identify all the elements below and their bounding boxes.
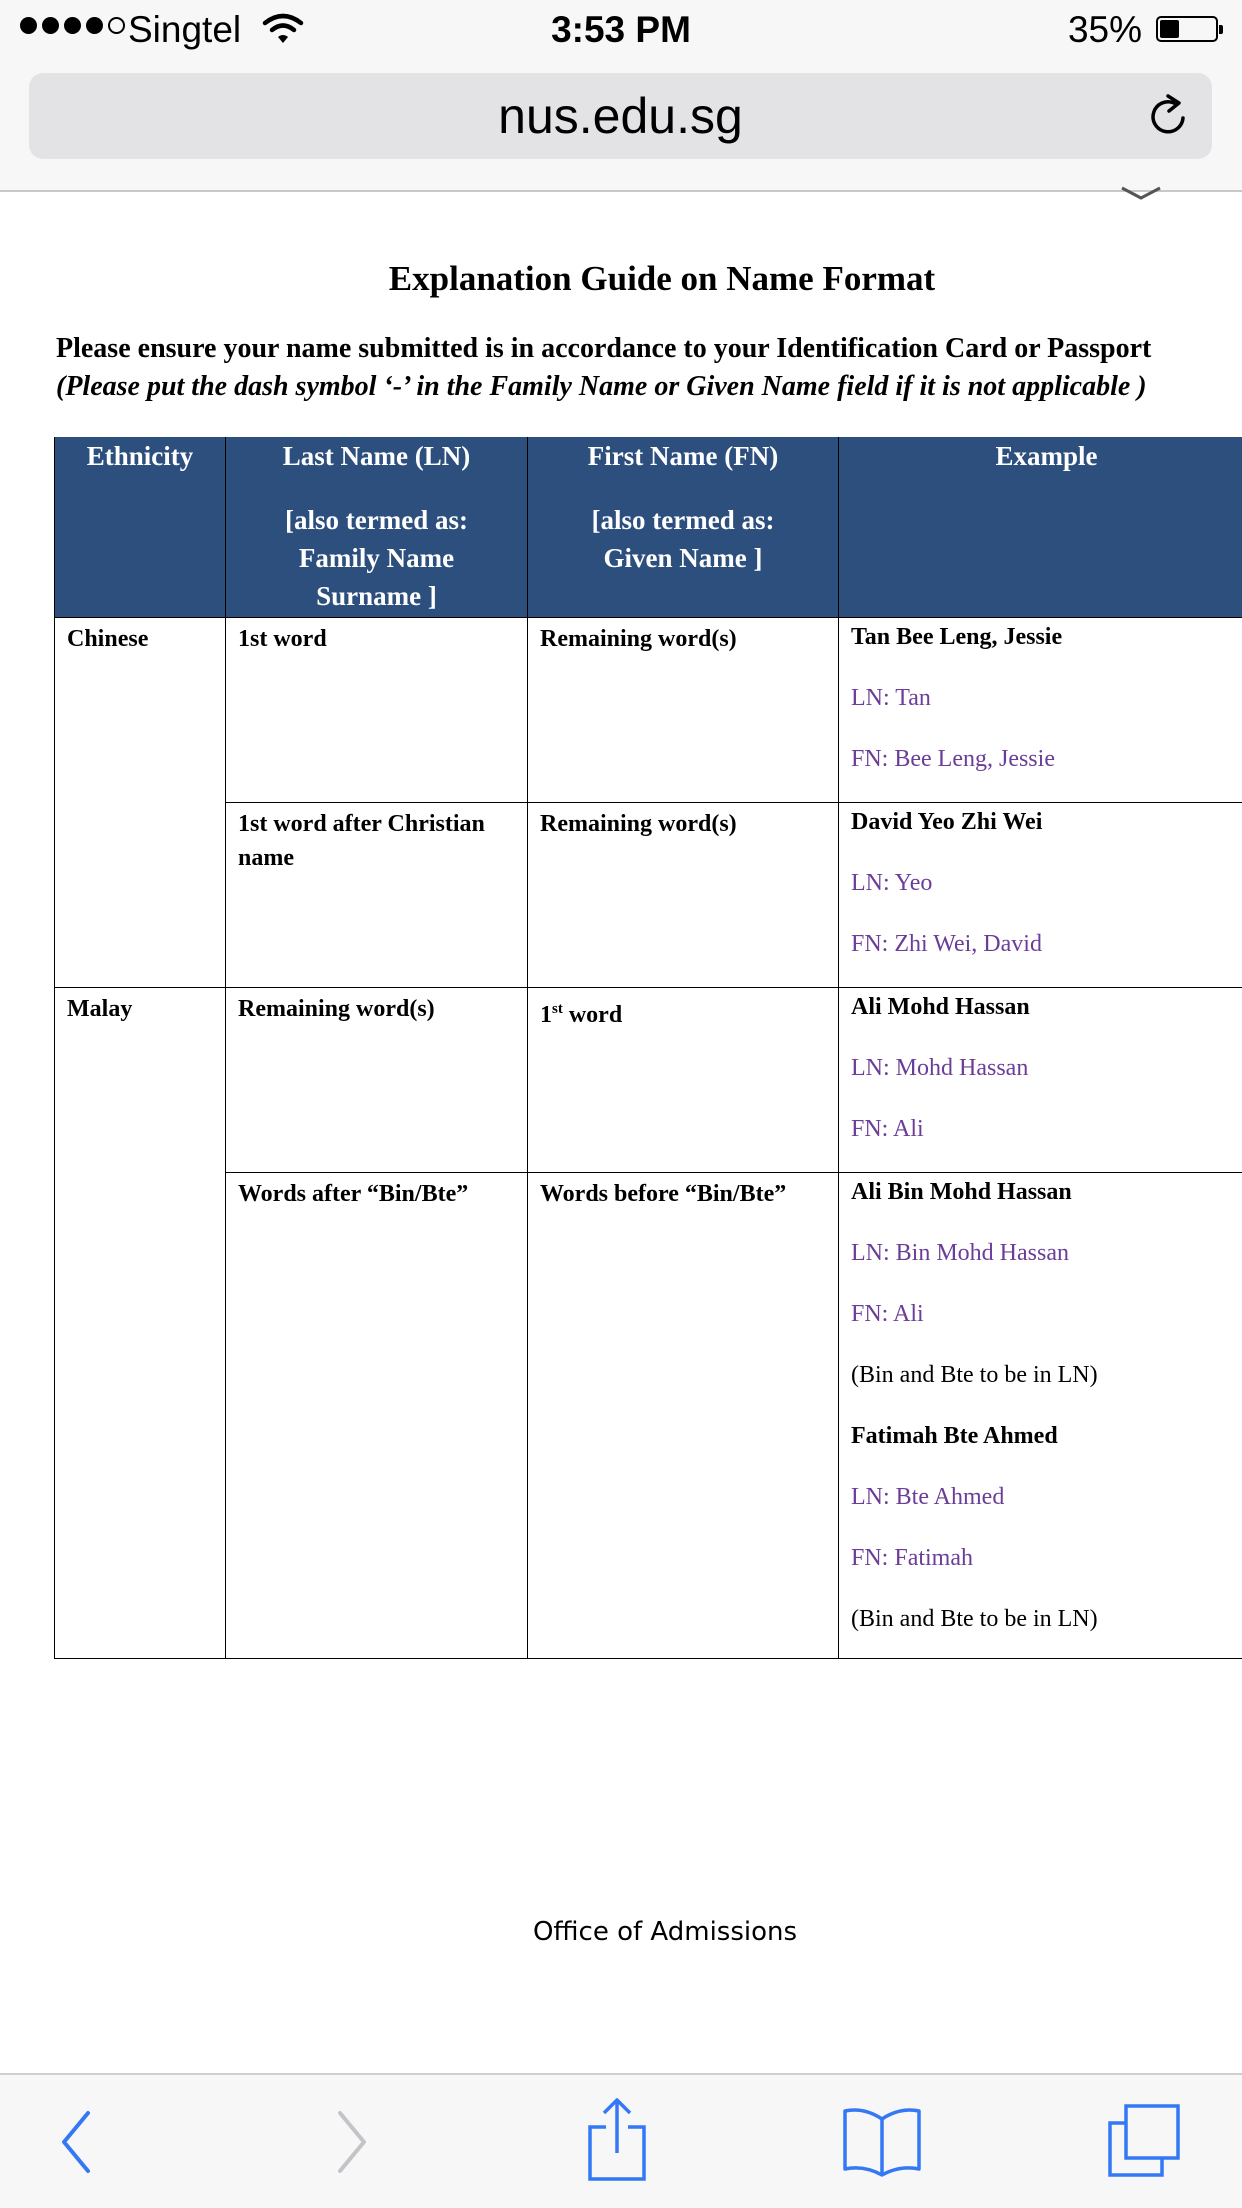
carrier-name: Singtel (128, 9, 242, 50)
example-name: Fatimah Bte Ahmed (851, 1423, 1058, 1449)
example-name: Ali Bin Mohd Hassan (851, 1179, 1072, 1205)
battery-percent: 35% (1067, 9, 1142, 50)
notice-text: Please ensure your name submitted is in accordance to your Identification Card or Passport (56, 333, 1152, 364)
share-icon[interactable] (586, 2097, 648, 2183)
example-cell (839, 988, 1242, 1173)
table-row (55, 618, 1242, 803)
ethnicity-cell: Chinese (55, 618, 226, 988)
example-fn: FN: Bee Leng, Jessie (851, 746, 1055, 772)
example-ln: LN: Yeo (851, 870, 933, 896)
forward-icon[interactable] (332, 2103, 372, 2181)
example-ln: LN: Mohd Hassan (851, 1055, 1029, 1081)
example-fn: FN: Ali (851, 1116, 924, 1142)
address-bar[interactable] (29, 73, 1212, 159)
table-header-row (55, 437, 1242, 618)
last-name-rule: Words after “Bin/Bte” (226, 1173, 528, 1659)
example-cell (839, 618, 1242, 803)
example-ln: LN: Bte Ahmed (851, 1484, 1005, 1510)
reload-icon[interactable] (1146, 92, 1192, 140)
notice-subtext: (Please put the dash symbol ‘-’ in the Family Name or Given Name field if it is not applicable ) (56, 371, 1147, 402)
example-note: (Bin and Bte to be in LN) (851, 1606, 1098, 1632)
example-name: Ali Mohd Hassan (851, 994, 1030, 1020)
tabs-icon[interactable] (1106, 2103, 1182, 2179)
name-format-table (54, 437, 1242, 1659)
last-name-rule: 1st word (226, 618, 528, 803)
ethnicity-cell: Malay (55, 988, 226, 1659)
header-first-name: First Name (FN) [also termed as: Given Name ] (528, 437, 839, 618)
first-name-rule: Words before “Bin/Bte” (528, 1173, 839, 1659)
header-last-name: Last Name (LN) [also termed as: Family Name Surname ] (226, 437, 528, 618)
header-ethnicity: Ethnicity (55, 437, 226, 618)
example-fn: FN: Fatimah (851, 1545, 974, 1571)
footer-office: Office of Admissions (532, 1917, 798, 1947)
clock: 3:53 PM (551, 9, 691, 50)
bookmarks-icon[interactable] (842, 2105, 922, 2177)
example-fn: FN: Ali (851, 1301, 924, 1327)
first-name-rule: Remaining word(s) (528, 803, 839, 988)
table-row (55, 988, 1242, 1173)
header-example: Example (839, 437, 1242, 618)
example-ln: LN: Bin Mohd Hassan (851, 1240, 1069, 1266)
first-name-rule: 1st word (528, 988, 839, 1173)
last-name-rule: 1st word after Christian name (226, 803, 528, 988)
url-text: nus.edu.sg (498, 88, 743, 144)
status-bar (0, 0, 1242, 60)
example-cell (839, 1173, 1242, 1659)
table-row (55, 803, 1242, 988)
last-name-rule: Remaining word(s) (226, 988, 528, 1173)
table-row (55, 1173, 1242, 1659)
example-ln: LN: Tan (851, 685, 931, 711)
example-fn: FN: Zhi Wei, David (851, 931, 1042, 957)
example-name: David Yeo Zhi Wei (851, 809, 1043, 835)
example-note: (Bin and Bte to be in LN) (851, 1362, 1098, 1388)
document-title: Explanation Guide on Name Format (388, 259, 936, 298)
example-name: Tan Bee Leng, Jessie (851, 624, 1063, 650)
browser-address-area (0, 60, 1242, 192)
first-name-rule: Remaining word(s) (528, 618, 839, 803)
browser-toolbar (0, 2073, 1242, 2208)
back-icon[interactable] (56, 2103, 96, 2181)
battery-icon (1156, 16, 1218, 42)
example-cell (839, 803, 1242, 988)
page-decoration-icon (1118, 178, 1164, 202)
